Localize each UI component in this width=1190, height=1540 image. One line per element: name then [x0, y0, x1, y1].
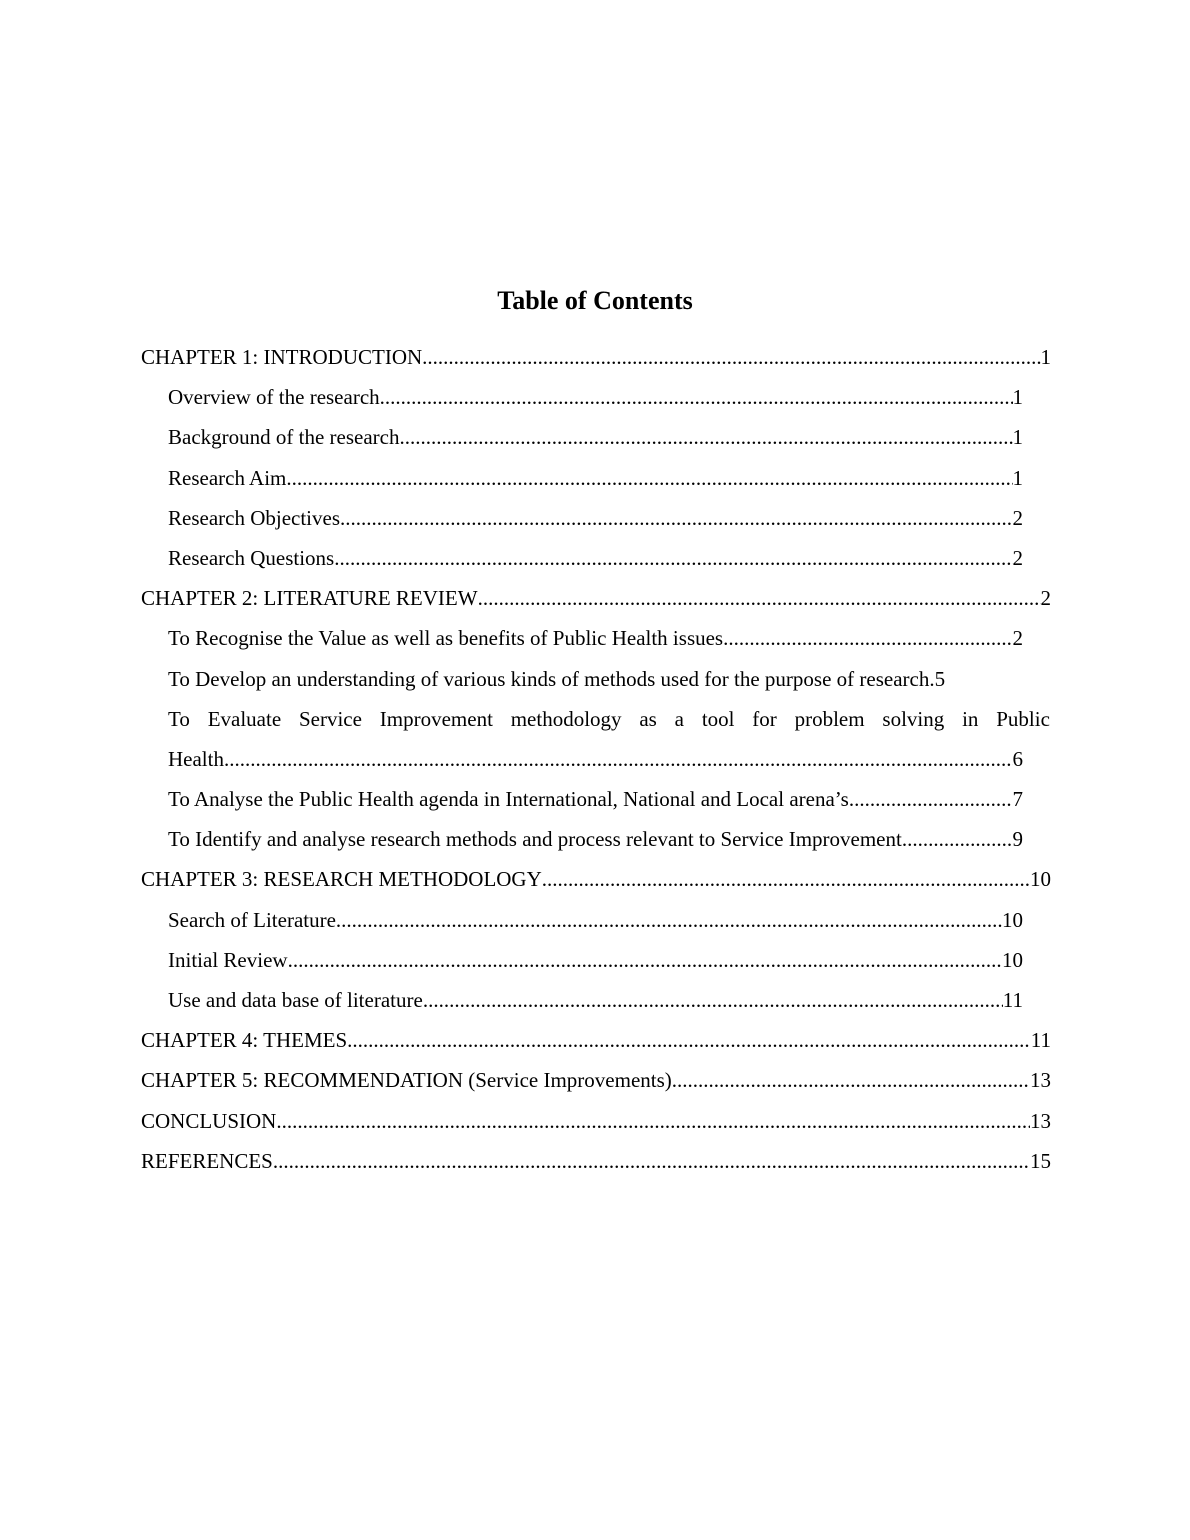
toc-page-number: 2	[1040, 586, 1051, 611]
toc-dot-leader	[288, 940, 1002, 980]
toc-page-number: 5	[934, 666, 946, 691]
toc-dot-leader	[399, 417, 1012, 457]
toc-word: a	[674, 706, 684, 731]
toc-entry-chapter-1[interactable]	[141, 337, 1051, 377]
toc-entry-text: CONCLUSION	[141, 1108, 277, 1133]
toc-dot-leader	[907, 819, 1012, 859]
toc-entry-chapter-5[interactable]	[141, 1060, 1051, 1100]
toc-word: tool	[701, 706, 735, 731]
toc-dot-leader	[334, 538, 1012, 578]
toc-entry-recognise-value[interactable]	[168, 618, 1023, 658]
toc-entry-text: Research Objectives	[168, 505, 341, 530]
toc-entry-text: Health	[168, 746, 224, 771]
toc-entry-identify-methods[interactable]	[168, 819, 1023, 859]
toc-word: Public	[996, 706, 1050, 731]
toc-entry-text: Background of the research	[168, 425, 400, 450]
toc-page-number: 15	[1030, 1148, 1051, 1173]
toc-entry-text: Use and data base of literature	[168, 988, 423, 1012]
toc-page-number: 13	[1030, 1068, 1051, 1093]
toc-word: methodology	[510, 706, 622, 731]
toc-page-number: 11	[1002, 988, 1023, 1012]
toc-entry-justified-line	[168, 699, 1050, 739]
toc-dot-leader	[672, 1060, 1030, 1100]
toc-word: in	[962, 706, 979, 731]
toc-page-number: 10	[1002, 947, 1023, 972]
toc-dot-leader	[224, 739, 1013, 779]
toc-word: solving	[882, 706, 945, 731]
toc-page-number: 9	[1012, 827, 1023, 852]
toc-entry-research-aim[interactable]	[168, 458, 1023, 498]
toc-entry-text: Initial Review	[168, 947, 288, 972]
toc-entry-chapter-4[interactable]	[141, 1020, 1051, 1060]
toc-dot-leader	[380, 377, 1013, 417]
toc-dot-leader	[340, 498, 1012, 538]
toc-word: for	[752, 706, 777, 731]
toc-entry-text: CHAPTER 3: RESEARCH METHODOLOGY	[141, 867, 542, 892]
toc-entry-initial-review[interactable]	[168, 940, 1023, 980]
toc-dot-leader	[276, 1101, 1030, 1141]
toc-entry-text: Research Aim	[168, 465, 287, 490]
toc-entry-text: Overview of the research	[168, 385, 380, 410]
toc-entry-text: Search of Literature	[168, 907, 336, 932]
toc-dot-leader	[286, 458, 1012, 498]
toc-page-number: 6	[1012, 746, 1023, 771]
toc-entry-text: To Recognise the Value as well as benefits of Public Health issues	[168, 626, 724, 651]
toc-entry-text: CHAPTER 1: INTRODUCTION	[141, 345, 423, 369]
toc-word: Service	[298, 706, 362, 731]
toc-dot-leader	[478, 578, 1041, 618]
toc-page-number: 11	[1030, 1028, 1051, 1053]
toc-entry-evaluate-service[interactable]	[168, 699, 1050, 779]
toc-page-number: 13	[1030, 1108, 1051, 1133]
toc-word: problem	[794, 706, 865, 731]
toc-dot-leader	[347, 1020, 1031, 1060]
toc-page-number: 7	[1012, 787, 1023, 812]
toc-entry-overview[interactable]	[168, 377, 1023, 417]
toc-page-number: 2	[1012, 545, 1023, 570]
toc-entry-text: To Develop an understanding of various kinds of methods used for the purpose of research.	[168, 666, 935, 691]
toc-entry-text: Research Questions	[168, 545, 335, 570]
toc-page-number: 2	[1012, 505, 1023, 530]
toc-entry-text: CHAPTER 5: RECOMMENDATION (Service Improvements)	[141, 1068, 672, 1093]
toc-entry-continuation-line	[168, 739, 1023, 779]
toc-entry-use-database[interactable]	[168, 980, 1023, 1020]
toc-word: Improvement	[379, 706, 493, 731]
toc-word: Evaluate	[207, 706, 282, 731]
toc-page-number: 1	[1012, 425, 1023, 450]
toc-entry-search-literature[interactable]	[168, 900, 1023, 940]
toc-entry-develop-understanding[interactable]	[168, 659, 1033, 699]
toc-word: To	[168, 706, 190, 731]
toc-entry-chapter-2[interactable]	[141, 578, 1051, 618]
toc-entry-text: CHAPTER 2: LITERATURE REVIEW	[141, 586, 478, 611]
toc-page-number: 10	[1030, 867, 1051, 892]
toc-page-number: 1	[1012, 385, 1023, 410]
toc-entry-background[interactable]	[168, 417, 1023, 457]
toc-list	[141, 337, 1051, 1181]
toc-entry-text: To Identify and analyse research methods and process relevant to Service Improvement.	[168, 827, 908, 852]
toc-dot-leader	[273, 1141, 1030, 1181]
toc-dot-leader	[422, 337, 1040, 377]
toc-word: as	[639, 706, 657, 731]
toc-title: Table of Contents	[497, 286, 693, 315]
toc-entry-research-objectives[interactable]	[168, 498, 1023, 538]
toc-entry-text: REFERENCES	[141, 1148, 273, 1173]
toc-dot-leader	[723, 618, 1012, 658]
toc-entry-conclusion[interactable]	[141, 1101, 1051, 1141]
toc-dot-leader	[849, 779, 1013, 819]
toc-page-number: 2	[1012, 626, 1023, 651]
toc-entry-text: To Analyse the Public Health agenda in International, National and Local arena’s	[168, 787, 849, 812]
toc-entry-references[interactable]	[141, 1141, 1051, 1181]
toc-entry-analyse-agenda[interactable]	[168, 779, 1023, 819]
toc-page-number: 10	[1002, 907, 1023, 932]
toc-entry-research-questions[interactable]	[168, 538, 1023, 578]
toc-dot-leader	[542, 859, 1030, 899]
toc-dot-leader	[423, 980, 1003, 1020]
toc-page-number: 1	[1012, 465, 1023, 490]
toc-dot-leader	[336, 900, 1002, 940]
toc-entry-chapter-3[interactable]	[141, 859, 1051, 899]
toc-entry-text: CHAPTER 4: THEMES	[141, 1028, 348, 1053]
toc-page-number: 1	[1040, 345, 1051, 369]
